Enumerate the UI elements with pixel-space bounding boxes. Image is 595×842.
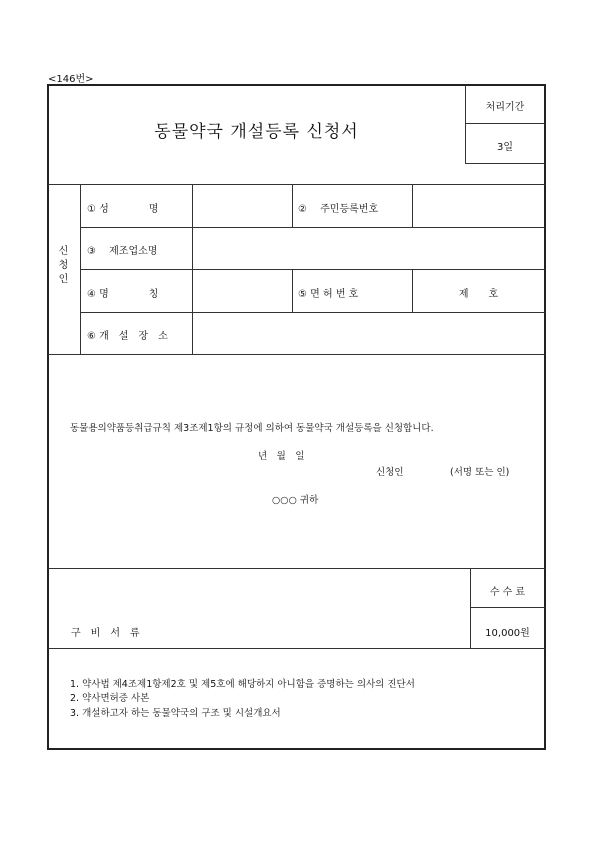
signature-note: (서명 또는 인) <box>450 467 510 478</box>
documents-label: 구 비 서 류 <box>71 628 140 639</box>
applicant-section-label: 신 청 인 <box>58 246 69 285</box>
divider <box>292 184 293 227</box>
application-statement: 동물용의약품등취급규칙 제3조제1항의 규정에 의하여 동물약국 개설등록을 신청합니다. <box>70 423 434 434</box>
divider <box>292 269 293 312</box>
divider <box>48 648 545 649</box>
processing-period-value: 3일 <box>496 142 514 153</box>
recipient: ○○○ 귀하 <box>272 495 319 506</box>
title-name-label: ④ 명 칭 <box>87 289 159 300</box>
page-title: 동물약국 개설등록 신청서 <box>154 122 359 142</box>
document-item-3: 3. 개설하고자 하는 동물약국의 구조 및 시설개요서 <box>70 708 281 719</box>
applicant-line: 신청인 <box>376 467 404 478</box>
fee-value: 10,000원 <box>485 628 530 639</box>
divider <box>80 184 81 354</box>
form-number: <146번> <box>48 74 94 85</box>
divider <box>48 184 545 185</box>
document-item-2: 2. 약사면허증 사본 <box>70 693 150 704</box>
divider <box>470 607 545 608</box>
fee-label: 수 수 료 <box>489 587 526 598</box>
divider <box>80 269 545 270</box>
location-label: ⑥ 개 설 장 소 <box>87 331 168 342</box>
resident-number-label: ② 주민등록번호 <box>298 204 379 215</box>
processing-period-label: 처리기간 <box>485 102 525 113</box>
divider <box>465 123 545 124</box>
date-line: 년 월 일 <box>258 451 305 462</box>
divider <box>80 227 545 228</box>
divider <box>80 312 545 313</box>
license-number-label: ⑤ 면 허 번 호 <box>298 289 359 300</box>
divider <box>412 184 413 227</box>
license-number-value: 제 호 <box>458 289 499 300</box>
manufacturer-name-label: ③ 제조업소명 <box>87 246 158 257</box>
divider <box>465 163 545 164</box>
name-label: ① 성 명 <box>87 204 159 215</box>
divider <box>192 184 193 354</box>
divider <box>48 354 545 355</box>
document-item-1: 1. 약사법 제4조제1항제2호 및 제5호에 해당하지 아니함을 증명하는 의사의 진단서 <box>70 679 415 690</box>
